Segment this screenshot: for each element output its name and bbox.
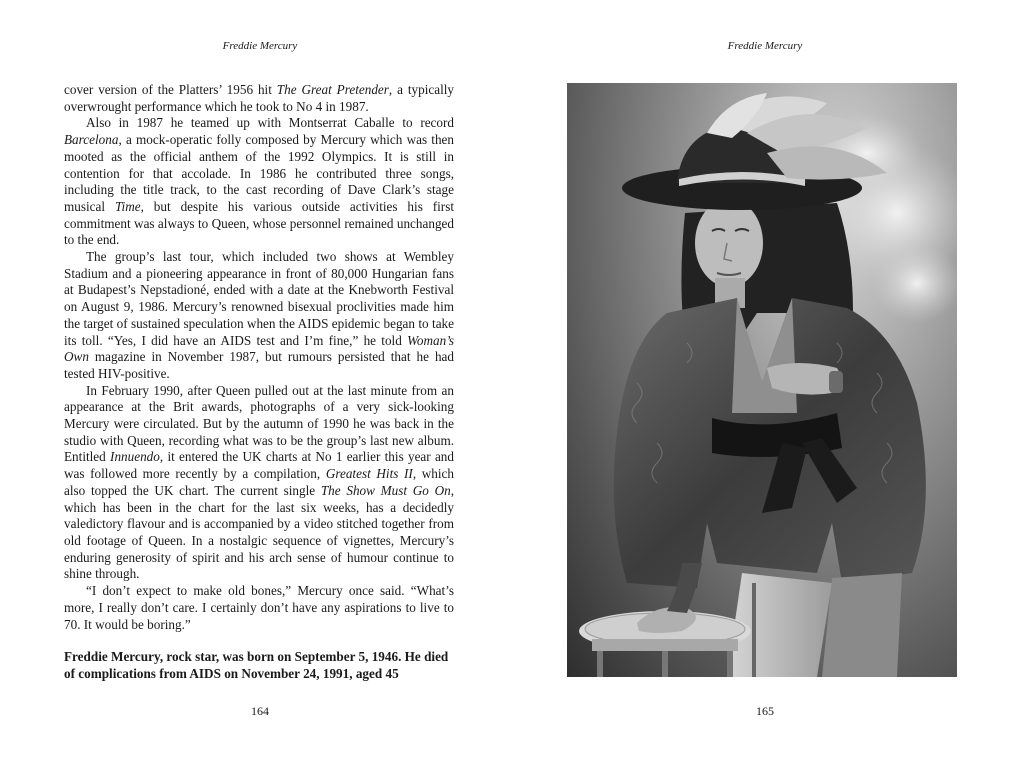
article-body	[64, 82, 454, 683]
text-run: Also in 1987 he teamed up with Montserrat Caballe to record	[86, 115, 454, 131]
italic-title: Time	[114, 198, 141, 214]
page-number-left: 164	[251, 704, 269, 718]
text-run: The group’s last tour, which included two shows at Wembley Stadium and a pioneering appearance in front of 80,000 Hungarian fans at Budapest’s Nepstadioné, ended with a date at the Knebworth Festival on August 9, 1986. Mercury’s renowned bisexual proclivities made him the target of sustained speculation when the AIDS epidemic began to take its toll. “Yes, I did have an AIDS test and I’m fine,” he told	[64, 249, 454, 348]
text-run: “I don’t expect to make old bones,” Mercury once said. “What’s more, I really don’t care. I certainly don’t have any aspirations to live to 70. It would be boring.”	[64, 583, 454, 632]
paragraph-2	[64, 115, 454, 249]
text-run: , which also topped the UK chart. The current single	[64, 466, 454, 498]
stand-pole	[752, 583, 756, 677]
paragraph-3	[64, 249, 454, 383]
italic-title: Barcelona	[64, 132, 119, 148]
paragraph-1	[64, 82, 454, 115]
paragraph-5	[64, 583, 454, 633]
paragraph-4	[64, 383, 454, 583]
text-run: cover version of the Platters’ 1956 hit	[64, 82, 277, 97]
wristband	[829, 371, 843, 393]
text-run: magazine in November 1987, but rumours persisted that he had tested HIV-positive.	[64, 349, 454, 381]
italic-title: Innuendo	[110, 449, 160, 465]
face	[695, 199, 763, 287]
italic-title: Woman’s Own	[64, 332, 454, 365]
text-run: , a typically overwrought performance which he took to No 4 in 1987.	[64, 82, 455, 114]
sweater	[732, 298, 797, 413]
italic-title: The Show Must Go On	[320, 482, 451, 498]
italic-title: Greatest Hits II	[325, 466, 413, 482]
running-head-right: Freddie Mercury	[727, 40, 803, 52]
text-run: , which has been in the chart for the last six weeks, has a decidedly valedictory flavour and is accompanied by a video stitched together from old footage of Queen. In a nostalgic sequence of vignettes, Mercury’s enduring generosity of spirit and his arch sense of humour continue to shine through.	[64, 482, 454, 582]
page-number-right: 165	[756, 704, 774, 718]
text-run: , but despite his various outside activities his first commitment was always to Queen, whose personnel remained unchanged to the end.	[64, 198, 454, 248]
text-run: , it entered the UK charts at No 1 earlier this year and was followed more recently by a compilation,	[64, 449, 454, 482]
closing-statement: Freddie Mercury, rock star, was born on September 5, 1946. He died of complications from AIDS on November 24, 1991, aged 45	[64, 649, 449, 681]
portrait-photo	[567, 83, 957, 677]
text-run: , a mock-operatic folly composed by Mercury which was then mooted as the official anthem of the 1992 Olympics. It is still in contention for that accolade. In 1986 he contributed three songs, including the title track, to the cast recording of Dave Clark’s stage musical	[64, 132, 454, 214]
italic-title: The Great Pretender	[276, 82, 389, 97]
right-page	[510, 0, 1020, 783]
text-run: In February 1990, after Queen pulled out at the last minute from an appearance at the Brit awards, photographs of a very sick-looking Mercury were circulated. But by the autumn of 1990 he was back in the studio with Queen, recording what was to be the group’s last new album. Entitled	[64, 382, 454, 465]
running-head-left: Freddie Mercury	[222, 40, 298, 52]
